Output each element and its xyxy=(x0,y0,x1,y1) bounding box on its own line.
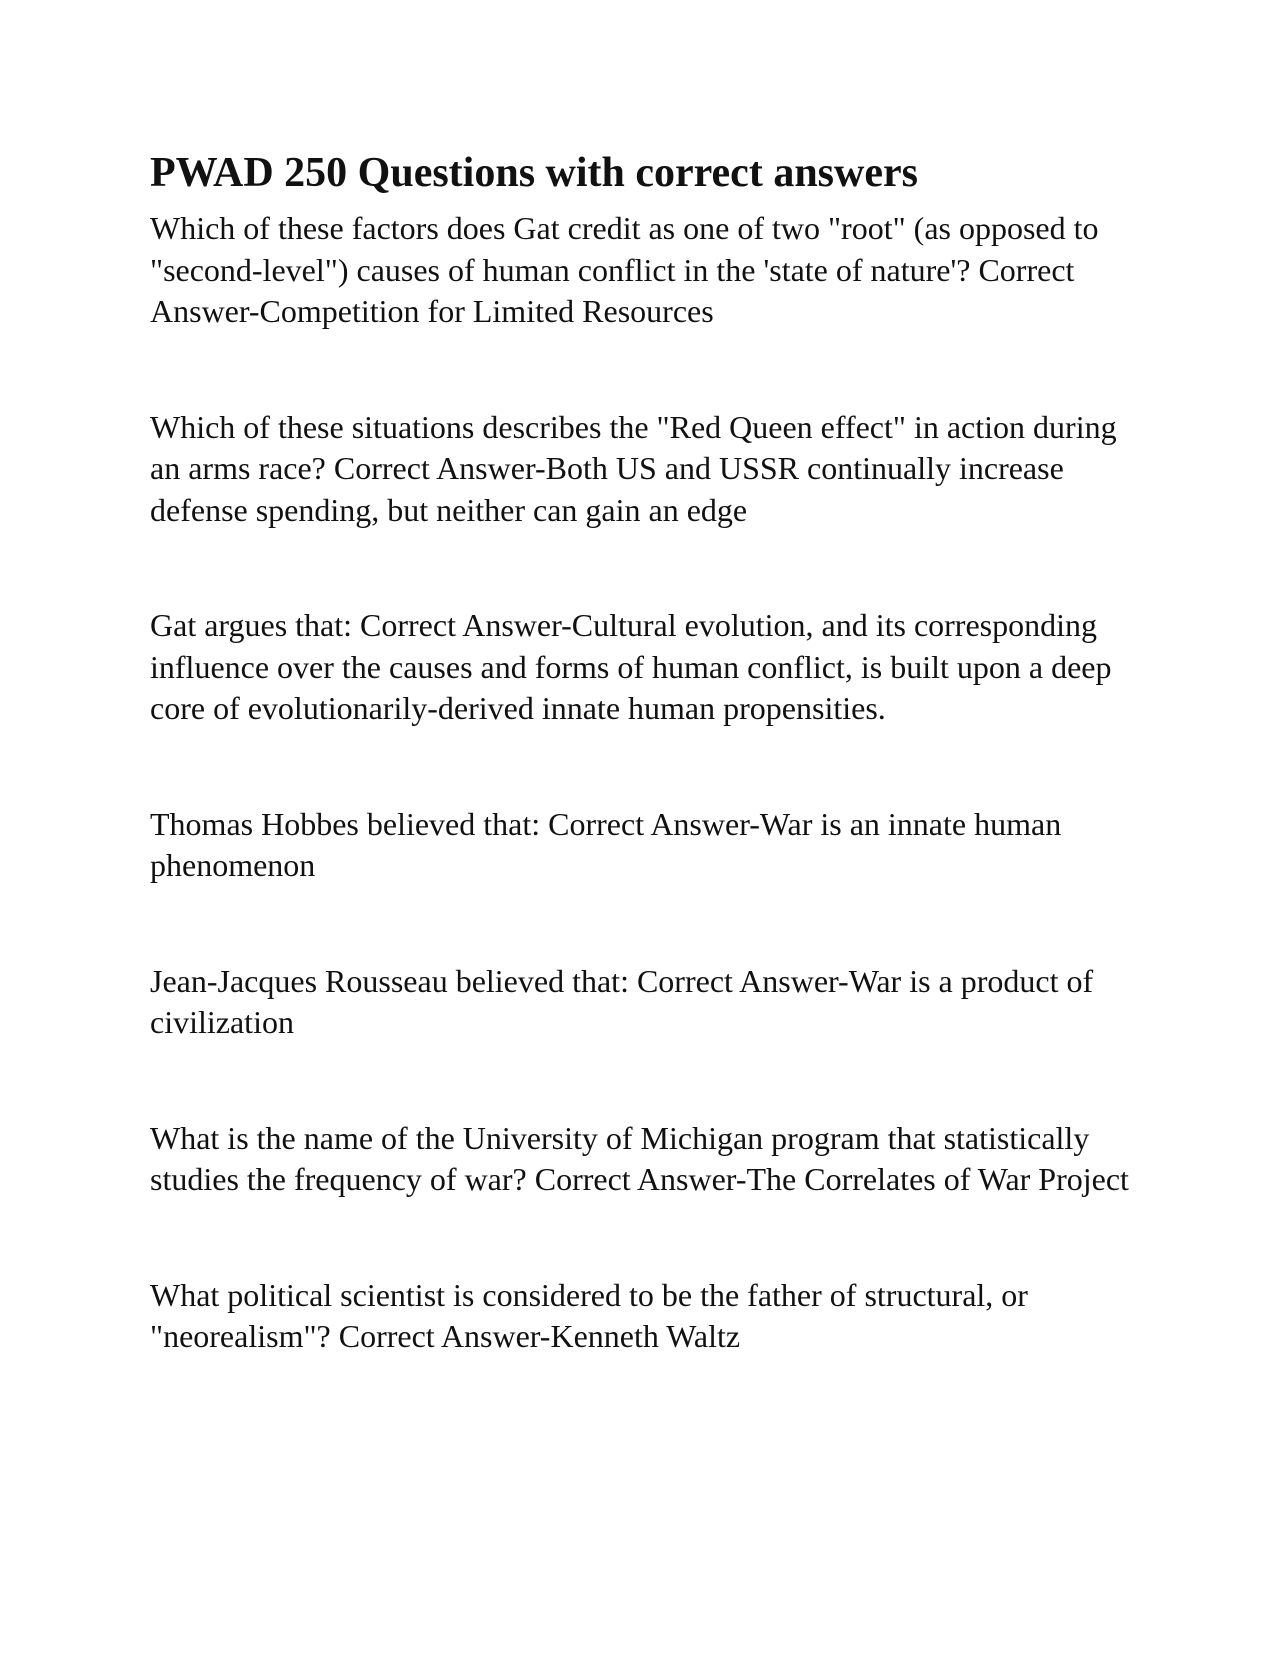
qa-entry: Jean-Jacques Rousseau believed that: Correct Answer-War is a product of civilization xyxy=(150,962,1094,1040)
qa-entry: Gat argues that: Correct Answer-Cultural evolution, and its corresponding influence over the causes and forms of human conflict, is built upon a deep core of evolutionarily-derived innate human propensities. xyxy=(150,607,1112,726)
qa-entry: Which of these situations describes the "Red Queen effect" in action during an arms race? Correct Answer-Both US and USSR continually increase defense spending, but neither can gain an edge xyxy=(150,408,1117,528)
qa-entry: What is the name of the University of Michigan program that statistically studies the frequency of war? Correct Answer-The Correlates of War Project xyxy=(150,1119,1129,1197)
document-body xyxy=(150,148,1130,1432)
qa-entry: Thomas Hobbes believed that: Correct Answer-War is an innate human phenomenon xyxy=(150,805,1062,883)
document-title: PWAD 250 Questions with correct answers xyxy=(150,150,918,196)
qa-entry: What political scientist is considered to be the father of structural, or "neorealism"? Correct Answer-Kenneth Waltz xyxy=(150,1276,1028,1354)
qa-entry: Which of these factors does Gat credit as one of two "root" (as opposed to "second-level") causes of human conflict in the 'state of nature'? Correct Answer-Competition for Limited Resources xyxy=(150,210,1099,329)
